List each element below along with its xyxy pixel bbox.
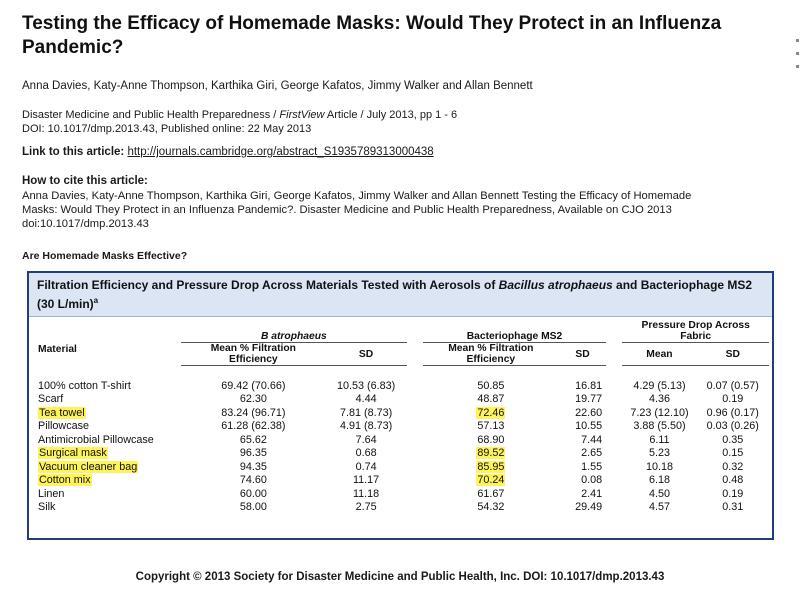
b-sd-cell: 4.91 (8.73) [339, 420, 393, 432]
material-cell: Tea towel [39, 406, 85, 419]
caption-footnote-mark: a [93, 296, 99, 305]
table-row [34, 420, 769, 434]
p-mean-cell: 4.36 [648, 393, 670, 405]
group-header-ms2: Bacteriophage MS2 [423, 320, 606, 343]
m-sd-cell: 1.55 [581, 460, 603, 473]
b-mean-cell: 65.62 [239, 433, 267, 446]
m-mean-cell: 61.67 [477, 487, 505, 500]
b-sd-cell: 10.53 (6.83) [336, 379, 396, 392]
journal-info [22, 108, 457, 136]
m-sd-cell: 22.60 [575, 406, 603, 419]
table-row [34, 501, 769, 515]
col-header-m-sd: SD [559, 343, 606, 366]
b-mean-cell: 61.28 (62.38) [221, 420, 286, 432]
b-sd-cell: 7.64 [355, 433, 377, 446]
p-mean-cell: 3.88 (5.50) [633, 420, 686, 432]
b-mean-cell: 69.42 (70.66) [221, 379, 286, 392]
material-header: Material [38, 344, 77, 356]
table-row [34, 407, 769, 421]
table-row [34, 474, 769, 488]
m-sd-cell: 29.49 [575, 501, 603, 513]
m-sd-cell: 2.41 [581, 487, 603, 500]
group-header-row [34, 320, 769, 343]
journal-line [22, 108, 457, 122]
p-mean-cell: 4.57 [648, 501, 670, 513]
material-cell: Antimicrobial Pillowcase [38, 433, 154, 446]
p-mean-cell: 5.23 [648, 447, 670, 459]
b-mean-cell: 62.30 [239, 393, 267, 405]
section-question: Are Homemade Masks Effective? [22, 250, 188, 262]
material-cell: Scarf [38, 393, 64, 405]
col-header-b-mean: Mean % Filtration Efficiency [181, 343, 325, 366]
table-row [34, 447, 769, 461]
p-sd-cell: 0.48 [722, 474, 744, 486]
p-mean-cell: 4.29 (5.13) [633, 379, 686, 392]
table-row [34, 380, 769, 394]
m-mean-cell: 70.24 [477, 474, 505, 486]
table-row [34, 461, 769, 475]
b-mean-cell: 94.35 [239, 460, 267, 473]
copyright-notice: Copyright © 2013 Society for Disaster Medicine and Public Health, Inc. DOI: 10.1017/dmp.2013.43 [135, 571, 665, 583]
link-label: Link to this article: [22, 146, 125, 158]
b-sd-cell: 2.75 [355, 501, 377, 513]
col-header-b-sd: SD [326, 343, 407, 366]
m-mean-cell: 54.32 [477, 501, 505, 513]
b-sd-cell: 7.81 (8.73) [339, 406, 393, 419]
material-cell: Pillowcase [38, 420, 90, 432]
table-row [34, 434, 769, 448]
p-mean-cell: 6.11 [649, 433, 670, 446]
caption-species: Bacillus atrophaeus [498, 278, 613, 292]
edge-marks [794, 35, 800, 78]
p-sd-cell: 0.35 [722, 433, 744, 446]
p-sd-cell: 0.32 [722, 460, 744, 473]
m-mean-cell: 50.85 [477, 379, 505, 392]
m-sd-cell: 7.44 [581, 433, 603, 446]
article-link-row [22, 146, 434, 158]
m-mean-cell: 57.13 [477, 420, 505, 432]
m-mean-cell: 72.46 [477, 406, 505, 419]
p-sd-cell: 0.31 [722, 501, 744, 513]
b-sd-cell: 0.68 [355, 447, 377, 459]
material-cell: Surgical mask [39, 447, 107, 459]
p-sd-cell: 0.03 (0.26) [706, 420, 759, 432]
material-cell: Vacuum cleaner bag [39, 460, 138, 473]
p-sd-cell: 0.07 (0.57) [706, 379, 759, 392]
results-table-box [27, 271, 774, 540]
results-table [34, 320, 769, 515]
table-row [34, 393, 769, 407]
material-cell: 100% cotton T-shirt [38, 379, 131, 392]
cite-heading: How to cite this article: [22, 175, 148, 187]
cite-text: Anna Davies, Katy-Anne Thompson, Karthika Giri, George Kafatos, Jimmy Walker and Allan Bennett Testing the Efficacy of Homemade Masks: Would They Protect in an Influenza Pandemic?. Disaster Medicine and Public Health Preparedness, Available on CJO 2013 doi:10.1017/dmp.2013.43 [22, 190, 692, 230]
m-sd-cell: 0.08 [581, 474, 603, 486]
material-cell: Cotton mix [39, 474, 91, 486]
b-sd-cell: 11.17 [352, 474, 380, 486]
m-sd-cell: 19.77 [575, 393, 603, 405]
col-header-p-mean: Mean [622, 343, 696, 366]
journal-issue: Article / July 2013, pp 1 - 6 [324, 109, 458, 121]
p-sd-cell: 0.15 [722, 447, 744, 459]
caption-text: Filtration Efficiency and Pressure Drop Across Materials Tested with Aerosols of [37, 278, 499, 292]
doi-line: DOI: 10.1017/dmp.2013.43, Published online: 22 May 2013 [22, 123, 312, 135]
b-mean-cell: 74.60 [239, 474, 267, 486]
material-cell: Linen [38, 487, 65, 500]
firstview-label: FirstView [279, 109, 325, 121]
article-link[interactable]: http://journals.cambridge.org/abstract_S1935789313000438 [127, 146, 434, 158]
p-mean-cell: 7.23 (12.10) [630, 406, 689, 419]
author-list: Anna Davies, Katy-Anne Thompson, Karthika Giri, George Kafatos, Jimmy Walker and Allan Bennett [22, 80, 533, 92]
material-cell: Silk [38, 501, 56, 513]
p-mean-cell: 6.18 [648, 474, 670, 486]
journal-name: Disaster Medicine and Public Health Preparedness / [22, 109, 280, 121]
col-header-p-sd: SD [697, 343, 769, 366]
table-caption [29, 273, 772, 317]
b-sd-cell: 11.18 [352, 487, 380, 500]
p-mean-cell: 10.18 [645, 460, 673, 473]
p-mean-cell: 4.50 [648, 487, 670, 500]
col-header-m-mean: Mean % Filtration Efficiency [423, 343, 559, 366]
m-mean-cell: 85.95 [477, 460, 505, 473]
table-row [34, 488, 769, 502]
m-mean-cell: 48.87 [477, 393, 505, 405]
b-mean-cell: 83.24 (96.71) [221, 406, 286, 419]
b-sd-cell: 4.44 [355, 393, 377, 405]
caption-tail: and Bacteriophage MS2 (30 L/min) [37, 278, 753, 311]
b-mean-cell: 60.00 [239, 487, 267, 500]
group-header-pressure-drop: Pressure Drop Across Fabric [622, 320, 769, 343]
m-sd-cell: 16.81 [575, 379, 603, 392]
article-title: Testing the Efficacy of Homemade Masks: Would They Protect in an Influenza Pandemic? [22, 13, 722, 58]
b-mean-cell: 58.00 [239, 501, 267, 513]
p-sd-cell: 0.19 [722, 487, 744, 500]
p-sd-cell: 0.96 (0.17) [706, 406, 759, 419]
group-header-b-atrophaeus: B atrophaeus [181, 320, 406, 343]
m-sd-cell: 2.65 [581, 447, 603, 459]
p-sd-cell: 0.19 [722, 393, 744, 405]
m-mean-cell: 89.52 [477, 447, 505, 459]
b-sd-cell: 0.74 [355, 460, 377, 473]
m-mean-cell: 68.90 [477, 433, 505, 446]
b-mean-cell: 96.35 [239, 447, 267, 459]
m-sd-cell: 10.55 [575, 420, 603, 432]
